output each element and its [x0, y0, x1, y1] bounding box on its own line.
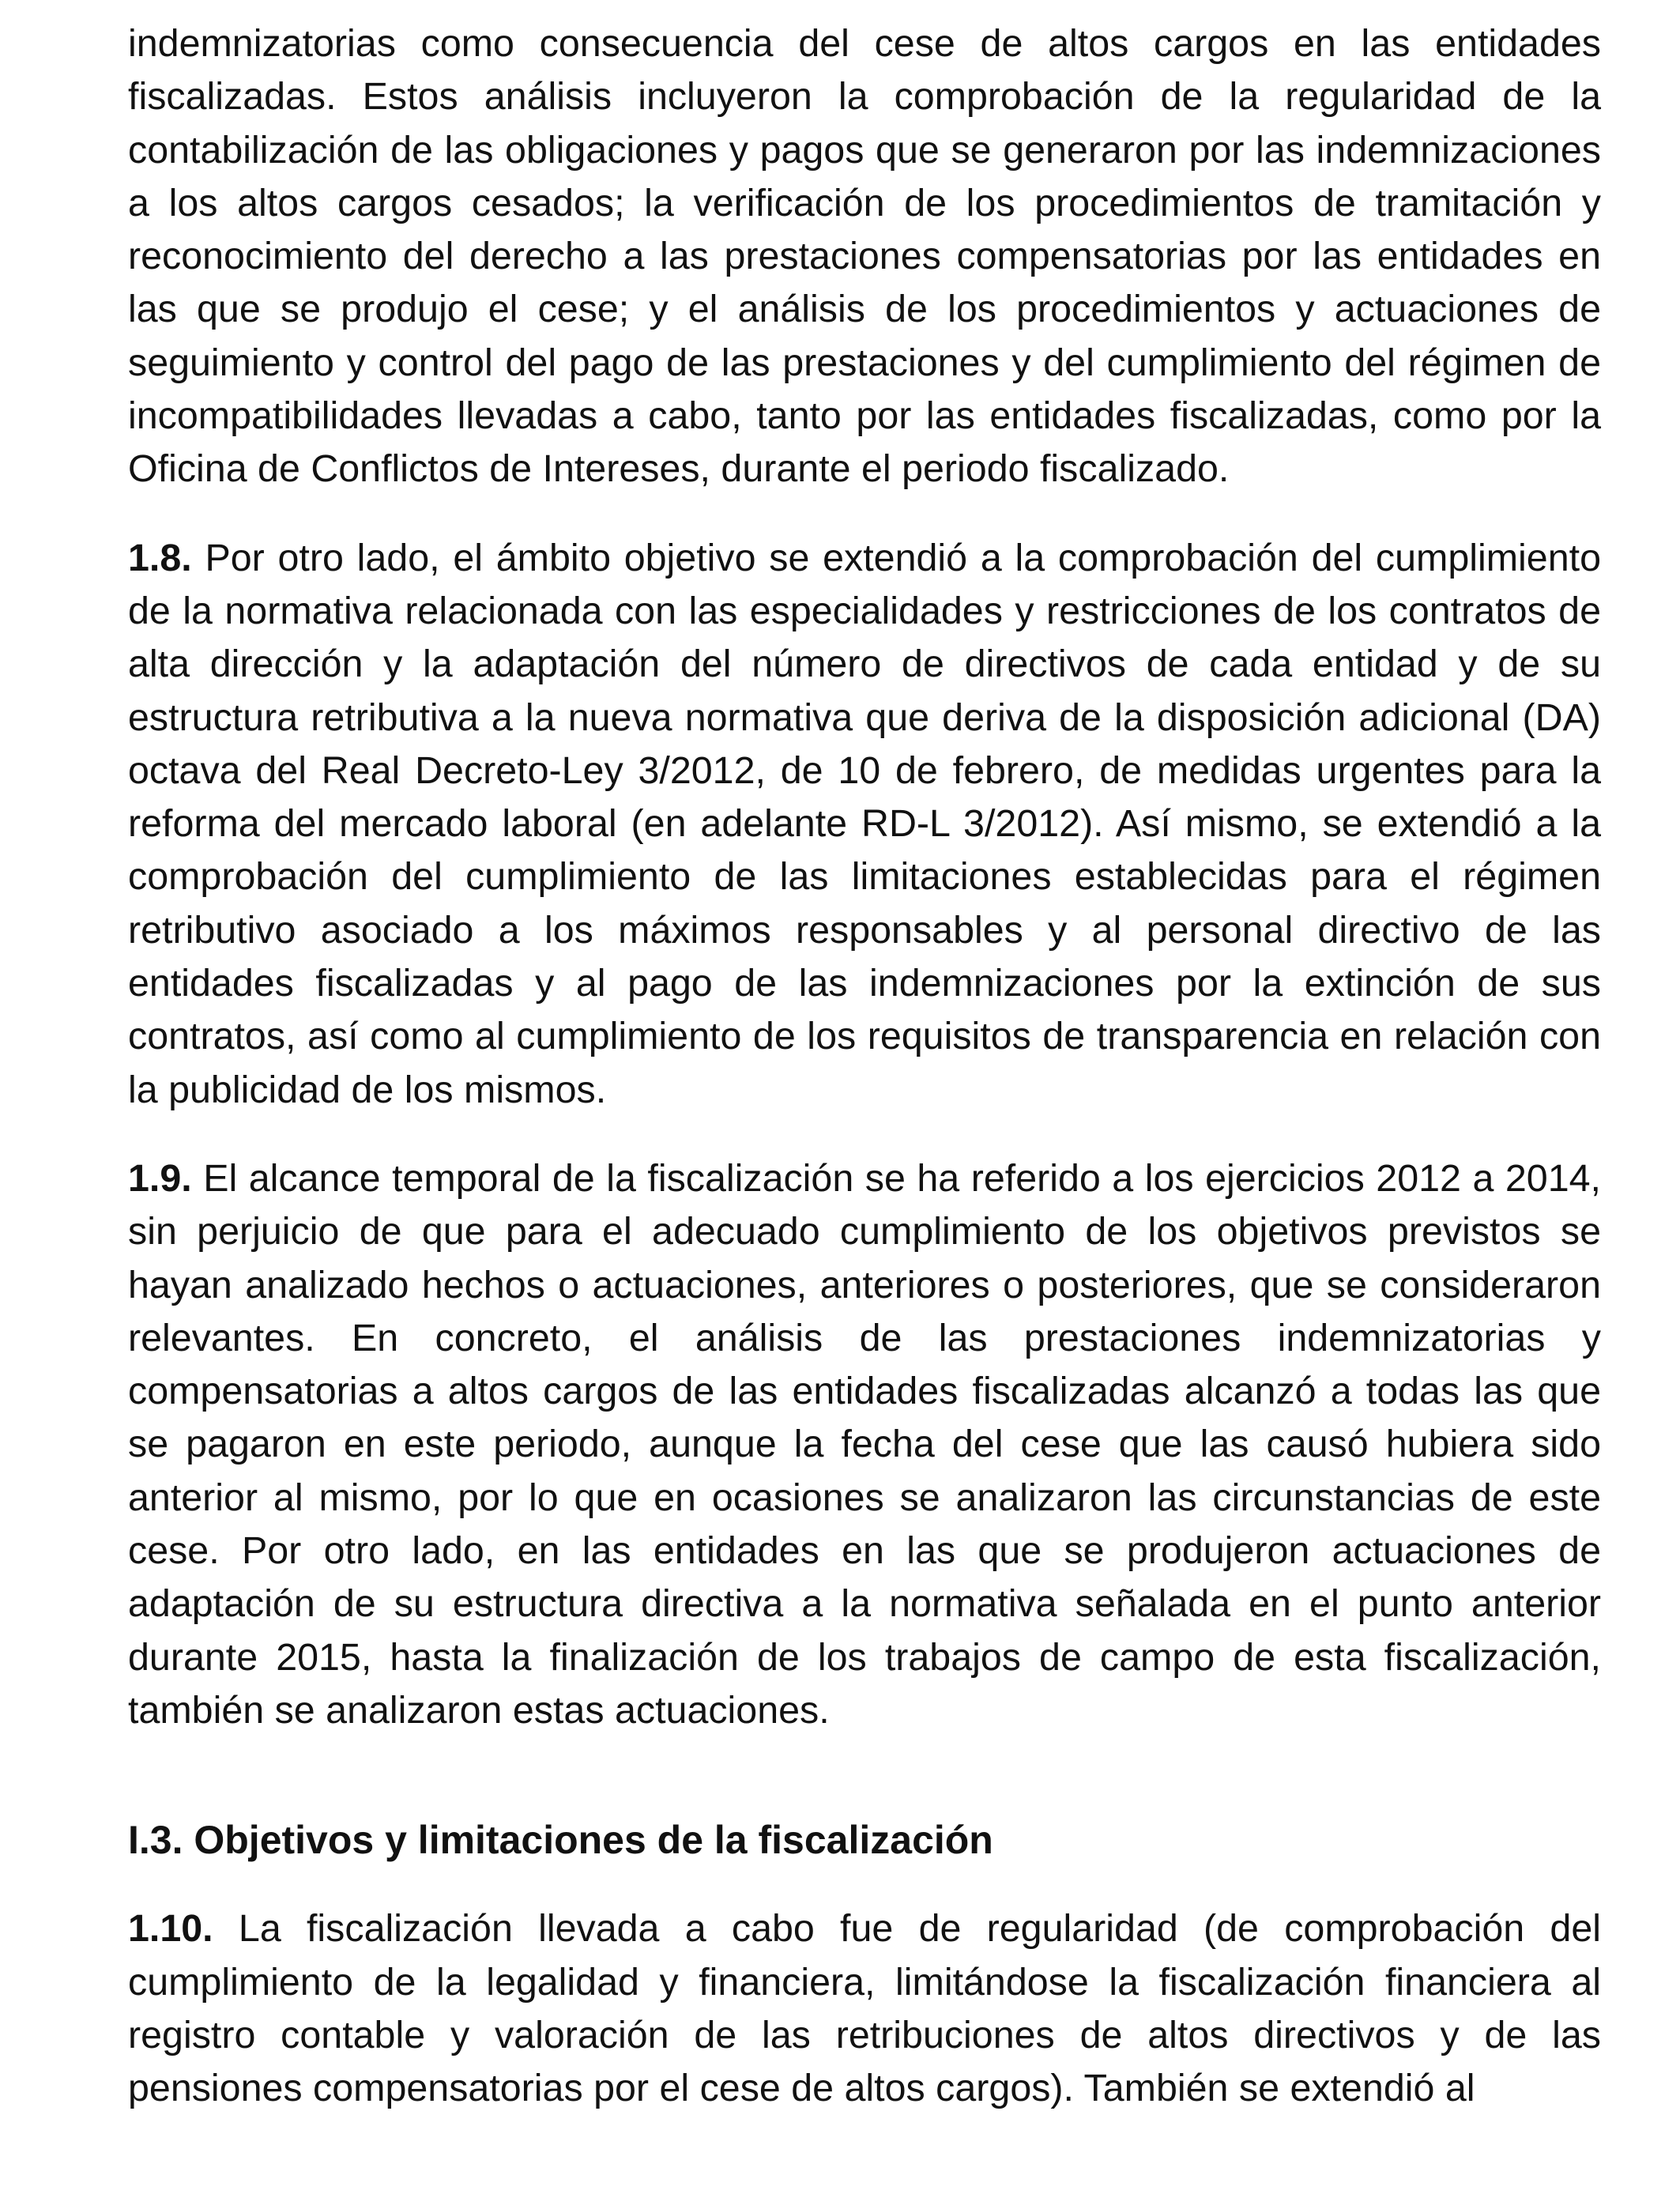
paragraph-text: Por otro lado, el ámbito objetivo se extendió a la comprobación del cumplimiento de la normativa relacionada con las especialidades y restricciones de los contratos de alta dirección y la adaptación del número de directivos de cada entidad y de su estructura retributiva a la nueva normativa que deriva de la disposición adicional (DA) octava del Real Decreto-Ley 3/2012, de 10 de febrero, de medidas urgentes para la reforma del mercado laboral (en adelante RD-L 3/2012). Así mismo, se extendió a la comprobación del cumplimiento de las limitaciones establecidas para el régimen retributivo asociado a los máximos responsables y al personal directivo de las entidades fiscalizadas y al pago de las indemnizaciones por la extinción de sus contratos, así como al cumplimiento de los requisitos de transparencia en relación con la publicidad de los mismos.: [128, 536, 1601, 1111]
section-heading: I.3. Objetivos y limitaciones de la fiscalización: [128, 1818, 993, 1863]
paragraph-1-8: [128, 532, 1601, 1117]
paragraph-1-9: [128, 1152, 1601, 1737]
document-page: [128, 17, 1601, 2151]
paragraph-text: El alcance temporal de la fiscalización se ha referido a los ejercicios 2012 a 2014, sin perjuicio de que para el adecuado cumplimiento de los objetivos previstos se hayan analizado hechos o actuaciones, anteriores o posteriores, que se consideraron relevantes. En concreto, el análisis de las prestaciones indemnizatorias y compensatorias a altos cargos de las entidades fiscalizadas alcanzó a todas las que se pagaron en este periodo, aunque la fecha del cese que las causó hubiera sido anterior al mismo, por lo que en ocasiones se analizaron las circunstancias de este cese. Por otro lado, en las entidades en las que se produjeron actuaciones de adaptación de su estructura directiva a la normativa señalada en el punto anterior durante 2015, hasta la finalización de los trabajos de campo de esta fiscalización, también se analizaron estas actuaciones.: [128, 1156, 1601, 1732]
paragraph-number: 1.9.: [128, 1156, 192, 1200]
paragraph-number: 1.8.: [128, 536, 192, 579]
paragraph-continuation: indemnizatorias como consecuencia del cese de altos cargos en las entidades fiscalizadas. Estos análisis incluyeron la comprobación de la regularidad de la contabilización de las obligaciones y pagos que se generaron por las indemnizaciones a los altos cargos cesados; la verificación de los procedimientos de tramitación y reconocimiento del derecho a las prestaciones compensatorias por las entidades en las que se produjo el cese; y el análisis de los procedimientos y actuaciones de seguimiento y control del pago de las prestaciones y del cumplimiento del régimen de incompatibilidades llevadas a cabo, tanto por las entidades fiscalizadas, como por la Oficina de Conflictos de Intereses, durante el periodo fiscalizado.: [128, 22, 1601, 491]
paragraph-text: La fiscalización llevada a cabo fue de regularidad (de comprobación del cumplimiento de la legalidad y financiera, limitándose la fiscalización financiera al registro contable y valoración de las retribuciones de altos directivos y de las pensiones compensatorias por el cese de altos cargos). También se extendió al: [128, 1907, 1601, 2110]
paragraph-number: 1.10.: [128, 1907, 213, 1951]
paragraph-1-10: [128, 1902, 1601, 2115]
